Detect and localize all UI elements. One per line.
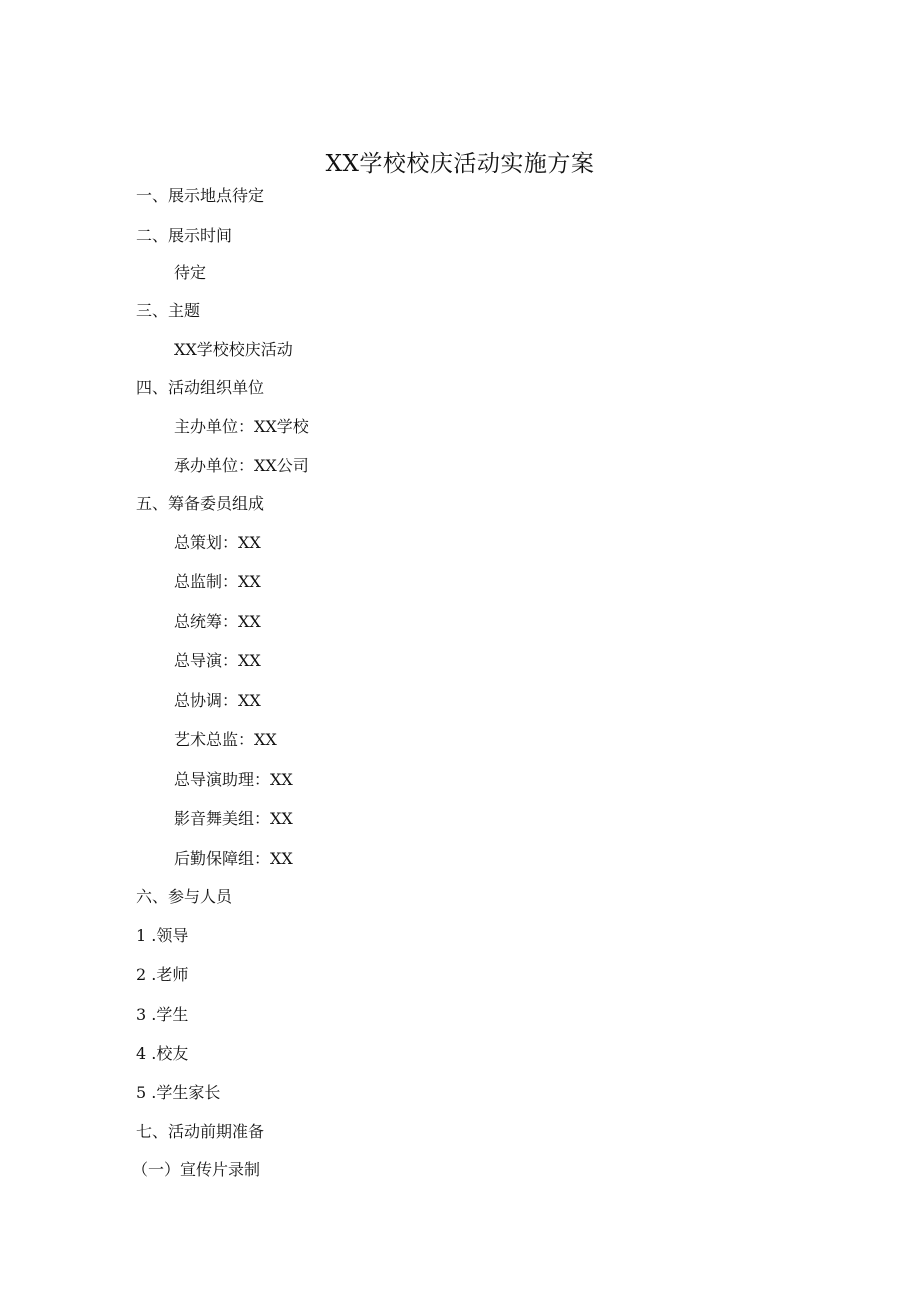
section-item: 后勤保障组：XX xyxy=(174,849,293,868)
section-item: 总导演助理：XX xyxy=(174,770,293,789)
section-item: 影音舞美组：XX xyxy=(174,809,293,828)
section-heading-7: 七、活动前期准备 xyxy=(136,1122,265,1141)
numbered-item: 4 .校友 xyxy=(136,1044,189,1063)
section-item: 总统筹：XX xyxy=(174,612,261,631)
section-item: 总协调：XX xyxy=(174,691,261,710)
section-item: 主办单位：XX学校 xyxy=(174,417,309,436)
section-item: 总导演：XX xyxy=(174,651,261,670)
section-heading-2: 二、展示时间 xyxy=(136,226,233,245)
numbered-item: 5 .学生家长 xyxy=(136,1083,221,1102)
numbered-item: 2 .老师 xyxy=(136,965,189,984)
section-item: XX学校校庆活动 xyxy=(174,340,293,359)
document-title: XX学校校庆活动实施方案 xyxy=(325,151,595,177)
section-item: 待定 xyxy=(174,263,207,282)
numbered-item: 3 .学生 xyxy=(136,1005,189,1024)
subsection-heading: （一）宣传片录制 xyxy=(132,1160,261,1179)
section-item: 总策划：XX xyxy=(174,533,261,552)
section-heading-1: 一、展示地点待定 xyxy=(136,186,265,205)
section-item: 承办单位：XX公司 xyxy=(174,456,309,475)
section-heading-3: 三、主题 xyxy=(136,301,201,320)
section-heading-6: 六、参与人员 xyxy=(136,887,233,906)
numbered-item: 1 .领导 xyxy=(136,926,189,945)
section-heading-4: 四、活动组织单位 xyxy=(136,378,265,397)
section-item: 艺术总监：XX xyxy=(174,730,277,749)
section-item: 总监制：XX xyxy=(174,572,261,591)
section-heading-5: 五、筹备委员组成 xyxy=(136,494,265,513)
